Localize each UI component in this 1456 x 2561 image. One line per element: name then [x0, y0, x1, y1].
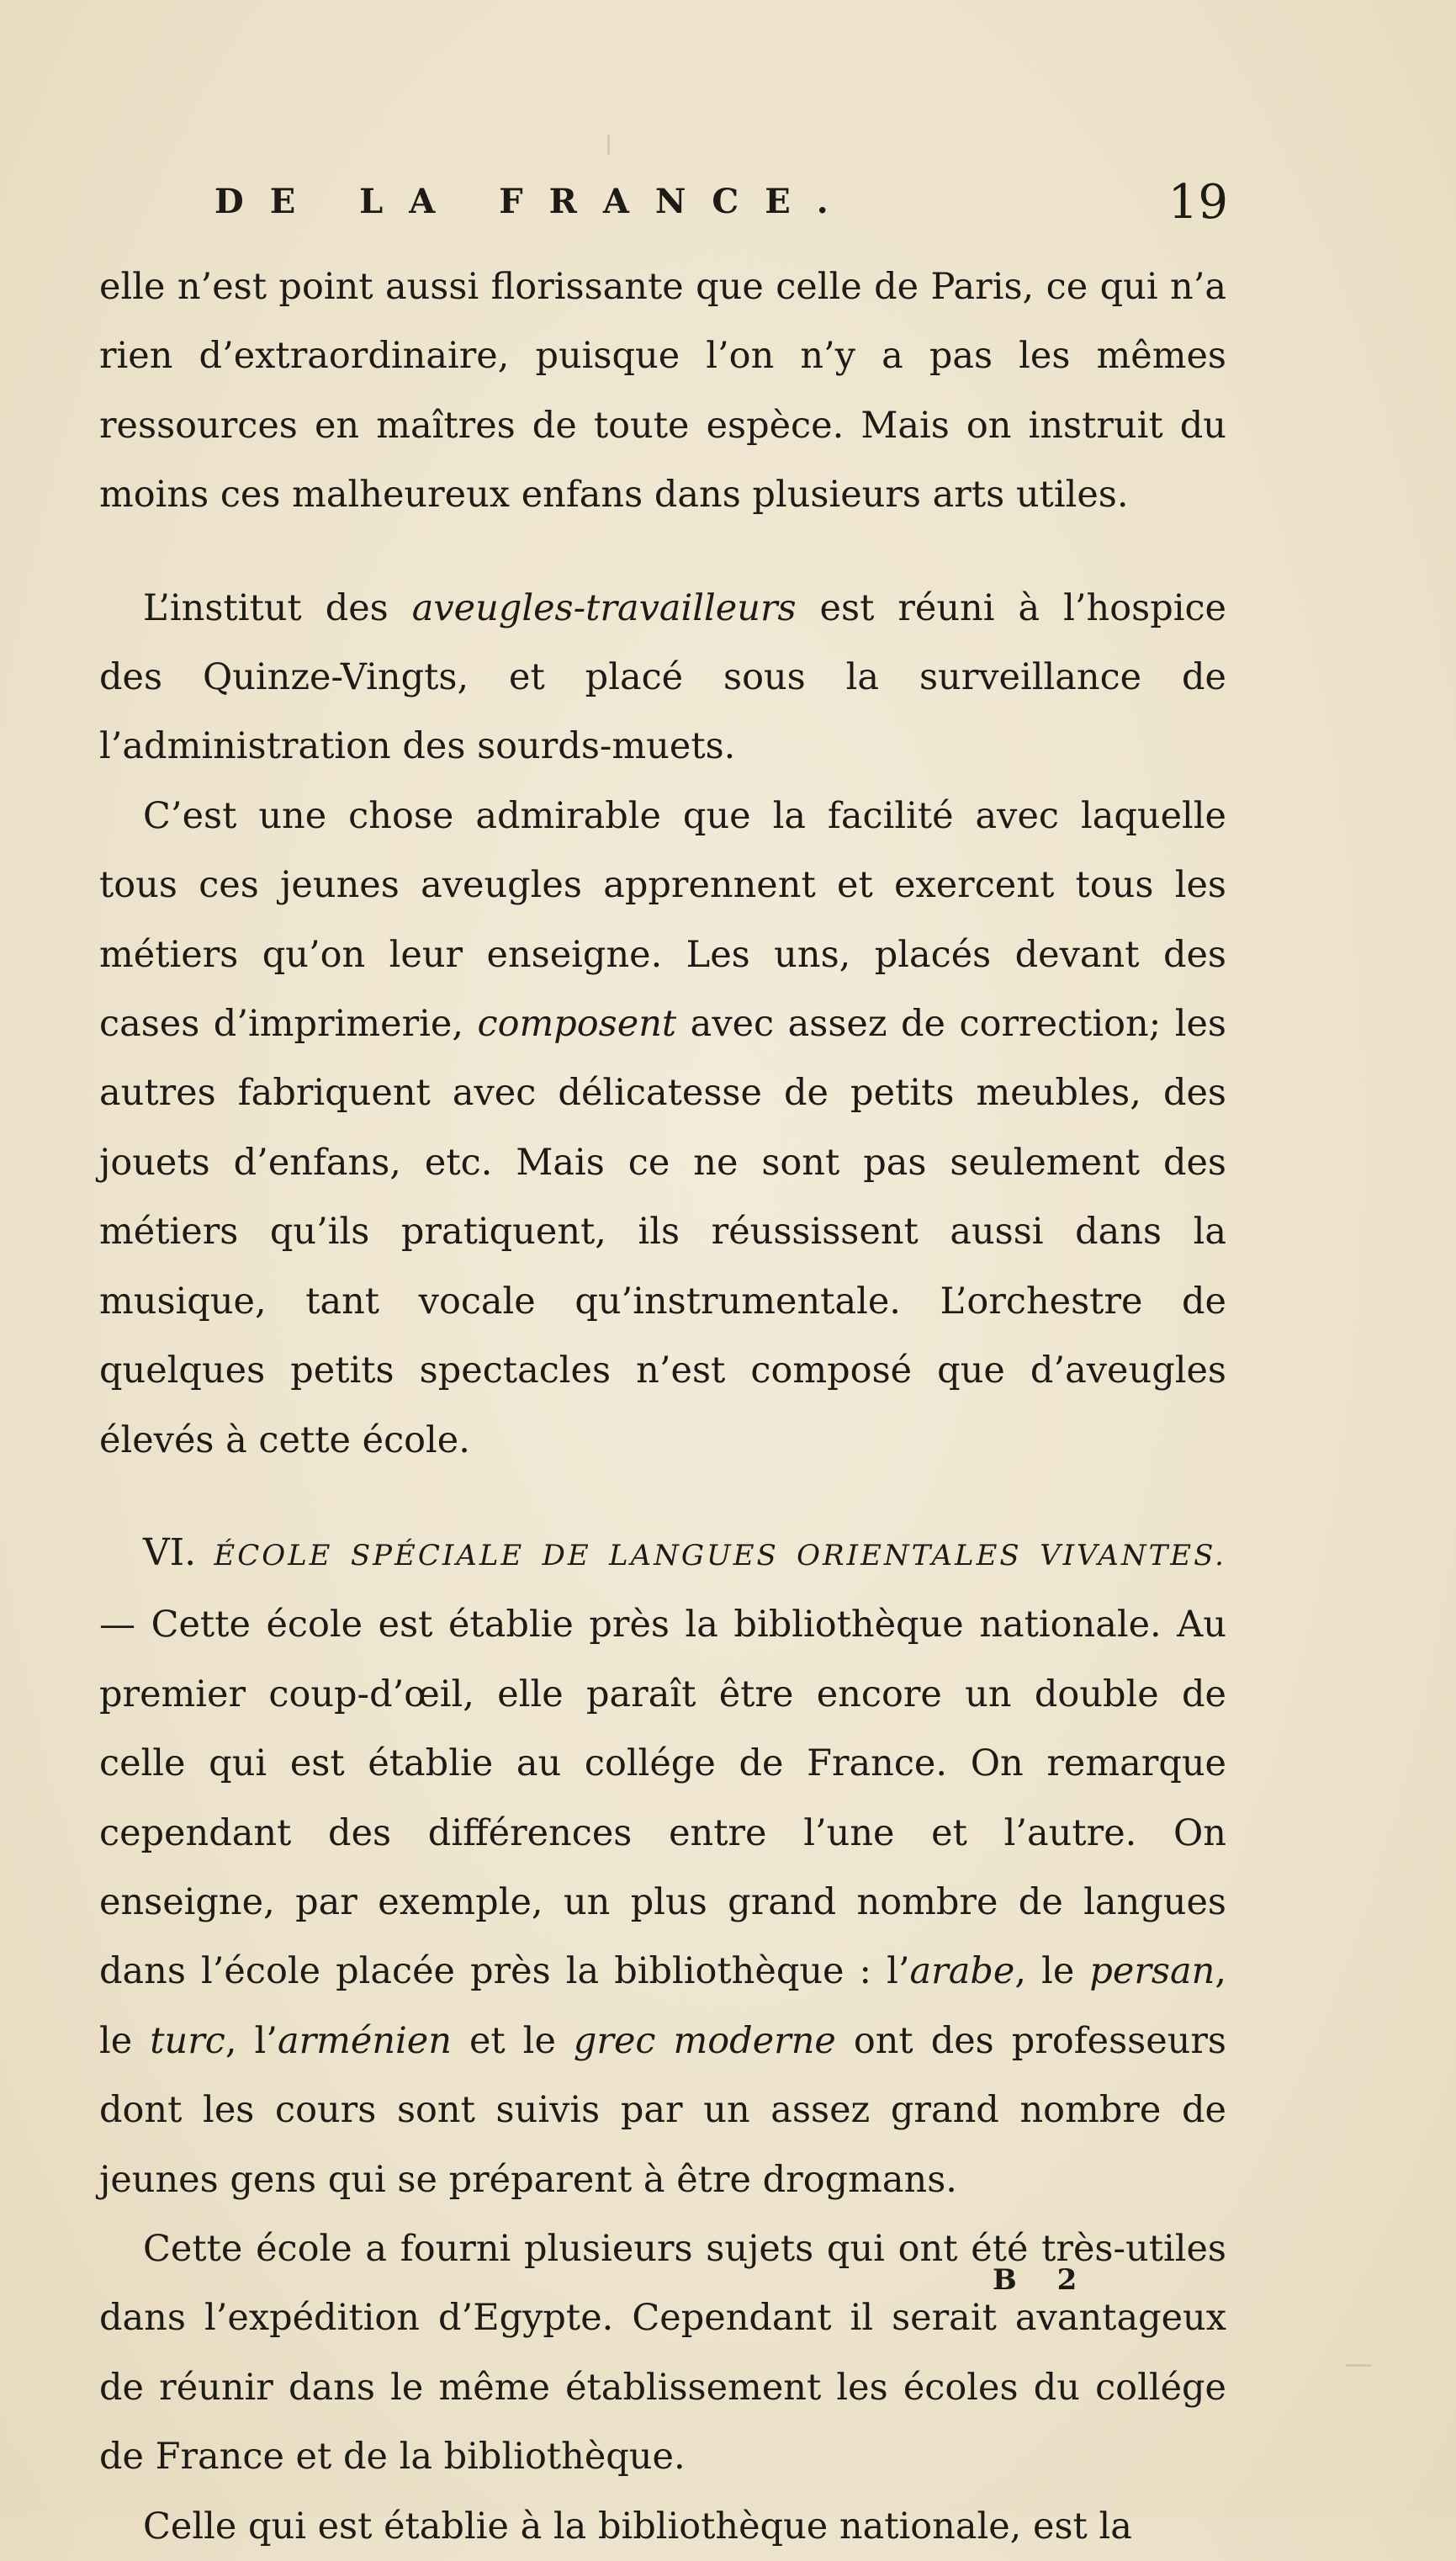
paragraph-2-text: L’institut des [143, 586, 412, 629]
paragraph-2-text: est réuni à l’hospice des Quinze-Vingts, et placé sous la surveillance de l’administration des sourds-muets. [99, 586, 1226, 768]
paper-mark [1346, 2364, 1371, 2367]
section-vi [99, 1519, 1226, 2214]
section-text: , le [1014, 1950, 1090, 1993]
section-text: ont des professeurs dont les cours sont suivis par un assez grand nombre de jeunes gens qui se préparent à être drogmans. [99, 2019, 1226, 2201]
italic-term: arménien [277, 2019, 452, 2062]
italic-term: persan [1089, 1950, 1215, 1993]
paragraph-2 [99, 574, 1226, 782]
signature-mark: B 2 [993, 2263, 1093, 2297]
section-text: , le [99, 1950, 1226, 2062]
paragraph-6: Celle qui est établie à la bibliothèque nationale, est la [143, 2505, 1132, 2548]
section-text: Cette école est établie près la bibliothèque nationale. Au premier coup-d’œil, elle paraît être encore un double de celle qui est établie au collége de France. On remarque cependant des différences entre l’une et l’autre. On enseigne, par exemple, un plus grand nombre de langues dans l’école placée près la bibliothèque : l’ [99, 1604, 1227, 1993]
italic-term: grec moderne [573, 2019, 836, 2062]
paragraph-5: Cette école a fourni plusieurs sujets qui ont été très-utiles dans l’expédition d’Egypte. Cependant il serait avantageux de réunir dans le même établissement les écoles du collége de France et de la bibliothèque. [99, 2227, 1226, 2479]
em-dash: — [99, 1604, 151, 1646]
running-title: DE LA FRANCE. [214, 182, 855, 221]
paragraph-3 [99, 782, 1226, 1475]
body-text [99, 252, 1226, 2561]
page-header [109, 175, 1228, 242]
paragraph-3-text: avec assez de correction; les autres fabriquent avec délicatesse de petits meubles, des jouets d’enfans, etc. Mais ce ne sont pas seulement des métiers qu’ils pratiquent, ils réussissent aussi dans la musique, tant vocale qu’instrumentale. L’orchestre de quelques petits spectacles n’est composé que d’aveugles élevés à cette école. [99, 1003, 1226, 1461]
paragraph-3-text: C’est une chose admirable que la facilité avec laquelle tous ces jeunes aveugles apprennent et exercent tous les métiers qu’on leur enseigne. Les uns, placés devant des cases d’imprimerie, [99, 794, 1226, 1046]
page-number: 19 [1167, 175, 1228, 230]
paper-mark [607, 135, 610, 155]
paragraph-1: elle n’est point aussi florissante que celle de Paris, ce qui n’a rien d’extraordinaire, puisque l’on n’y a pas les mêmes ressources en maîtres de toute espèce. Mais on instruit du moins ces malheureux enfans dans plusieurs arts utiles. [99, 266, 1226, 517]
section-number: VI. [143, 1530, 197, 1574]
italic-term: arabe [909, 1950, 1015, 1993]
section-text: , l’ [225, 2019, 278, 2062]
section-text: et le [451, 2019, 574, 2062]
italic-term: turc [150, 2019, 225, 2062]
italic-term: aveugles-travailleurs [411, 586, 797, 629]
italic-term: composent [477, 1003, 677, 1046]
section-heading: ÉCOLE SPÉCIALE DE LANGUES ORIENTALES VIVANTES. [214, 1538, 1226, 1572]
